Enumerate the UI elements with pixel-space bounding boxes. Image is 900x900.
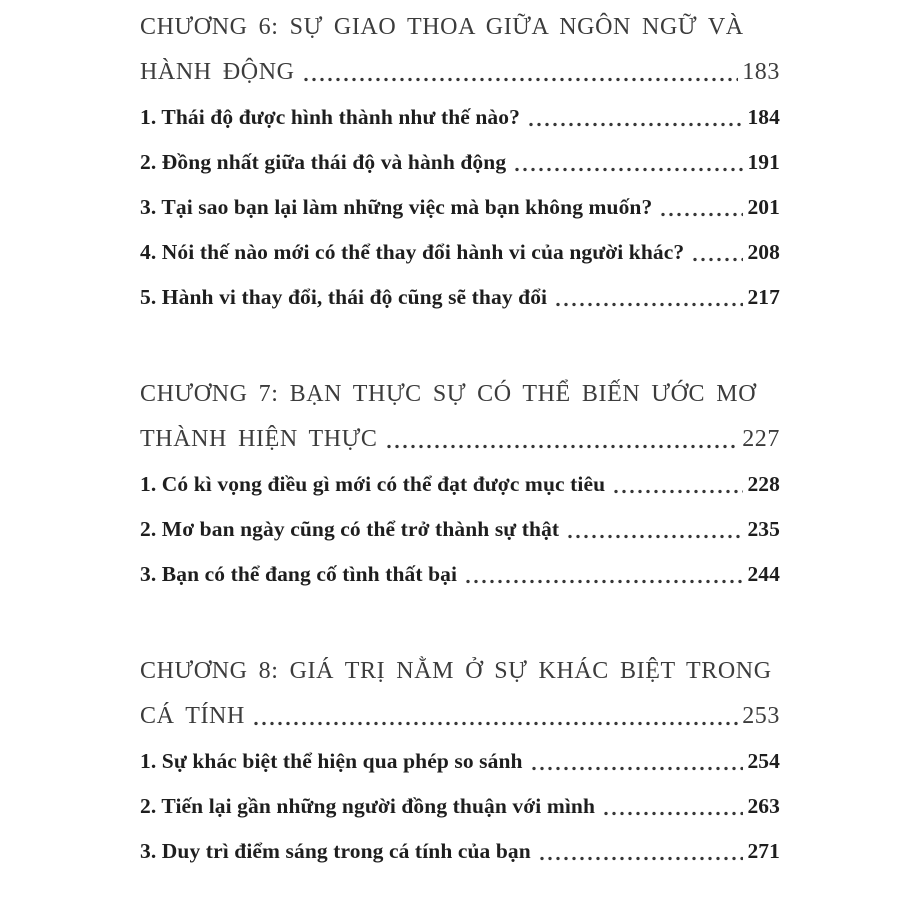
toc-entry [140, 469, 780, 500]
dot-leader [538, 855, 744, 862]
toc-entry [140, 147, 780, 178]
dot-leader [302, 76, 739, 83]
toc-entry [140, 514, 780, 545]
dot-leader [612, 488, 743, 495]
page-number: 191 [747, 150, 780, 174]
dot-leader [527, 121, 743, 128]
dot-leader [659, 211, 743, 218]
dot-leader [566, 533, 743, 540]
page-number: 263 [747, 794, 780, 818]
toc-section-chapter-8 [140, 656, 780, 867]
page-number: 184 [747, 105, 780, 129]
toc-entry-title: 1. Thái độ được hình thành như thế nào? [140, 105, 520, 129]
page-number: 183 [742, 59, 780, 85]
page-number: 228 [747, 472, 780, 496]
page-number: 254 [747, 749, 780, 773]
chapter-heading-line2 [140, 57, 780, 88]
page-number: 217 [747, 285, 780, 309]
chapter-title-text: CÁ TÍNH [140, 703, 245, 729]
chapter-heading-line1 [140, 656, 780, 687]
chapter-title-text: HÀNH ĐỘNG [140, 59, 295, 85]
dot-leader [513, 166, 743, 173]
chapter-title-text: CHƯƠNG 8: GIÁ TRỊ NẰM Ở SỰ KHÁC BIỆT TRONG [140, 658, 772, 684]
dot-leader [530, 765, 744, 772]
page-number: 253 [742, 703, 780, 729]
dot-leader [554, 301, 743, 308]
toc-entry-title: 2. Tiến lại gần những người đồng thuận với mình [140, 794, 596, 818]
dot-leader [602, 810, 743, 817]
chapter-title-text: CHƯƠNG 7: BẠN THỰC SỰ CÓ THỂ BIẾN ƯỚC MƠ [140, 381, 757, 407]
page-number: 235 [747, 517, 780, 541]
toc-entry [140, 746, 780, 777]
toc-entry-title: 1. Có kì vọng điều gì mới có thể đạt được mục tiêu [140, 472, 606, 496]
dot-leader [385, 443, 739, 450]
toc-entry [140, 791, 780, 822]
toc-section-chapter-7 [140, 379, 780, 590]
toc-entry-title: 2. Đồng nhất giữa thái độ và hành động [140, 150, 507, 174]
page-number: 244 [747, 562, 780, 586]
toc-section-chapter-6 [140, 12, 780, 313]
chapter-heading-line1 [140, 12, 780, 43]
toc-entry-title: 4. Nói thế nào mới có thể thay đổi hành vi của người khác? [140, 240, 685, 264]
page-number: 227 [742, 426, 780, 452]
toc-entry-title: 3. Bạn có thể đang cố tình thất bại [140, 562, 458, 586]
toc-entry [140, 836, 780, 867]
toc-entry [140, 237, 780, 268]
toc-entry [140, 102, 780, 133]
chapter-title-text: CHƯƠNG 6: SỰ GIAO THOA GIỮA NGÔN NGỮ VÀ [140, 14, 744, 40]
page-number: 208 [747, 240, 780, 264]
toc-entry-title: 2. Mơ ban ngày cũng có thể trở thành sự thật [140, 517, 560, 541]
toc-entry-title: 1. Sự khác biệt thể hiện qua phép so sánh [140, 749, 523, 773]
toc-entry-title: 3. Tại sao bạn lại làm những việc mà bạn không muốn? [140, 195, 653, 219]
page-number: 271 [747, 839, 780, 863]
dot-leader [252, 720, 738, 727]
toc-entry-title: 5. Hành vi thay đổi, thái độ cũng sẽ thay đổi [140, 285, 548, 309]
chapter-heading-line2 [140, 424, 780, 455]
toc-entry [140, 192, 780, 223]
page-number: 201 [747, 195, 780, 219]
dot-leader [691, 256, 743, 263]
chapter-heading-line2 [140, 701, 780, 732]
chapter-heading-line1 [140, 379, 780, 410]
toc-entry [140, 559, 780, 590]
chapter-title-text: THÀNH HIỆN THỰC [140, 426, 378, 452]
dot-leader [464, 578, 743, 585]
toc-entry-title: 3. Duy trì điểm sáng trong cá tính của bạn [140, 839, 531, 863]
toc-entry [140, 282, 780, 313]
